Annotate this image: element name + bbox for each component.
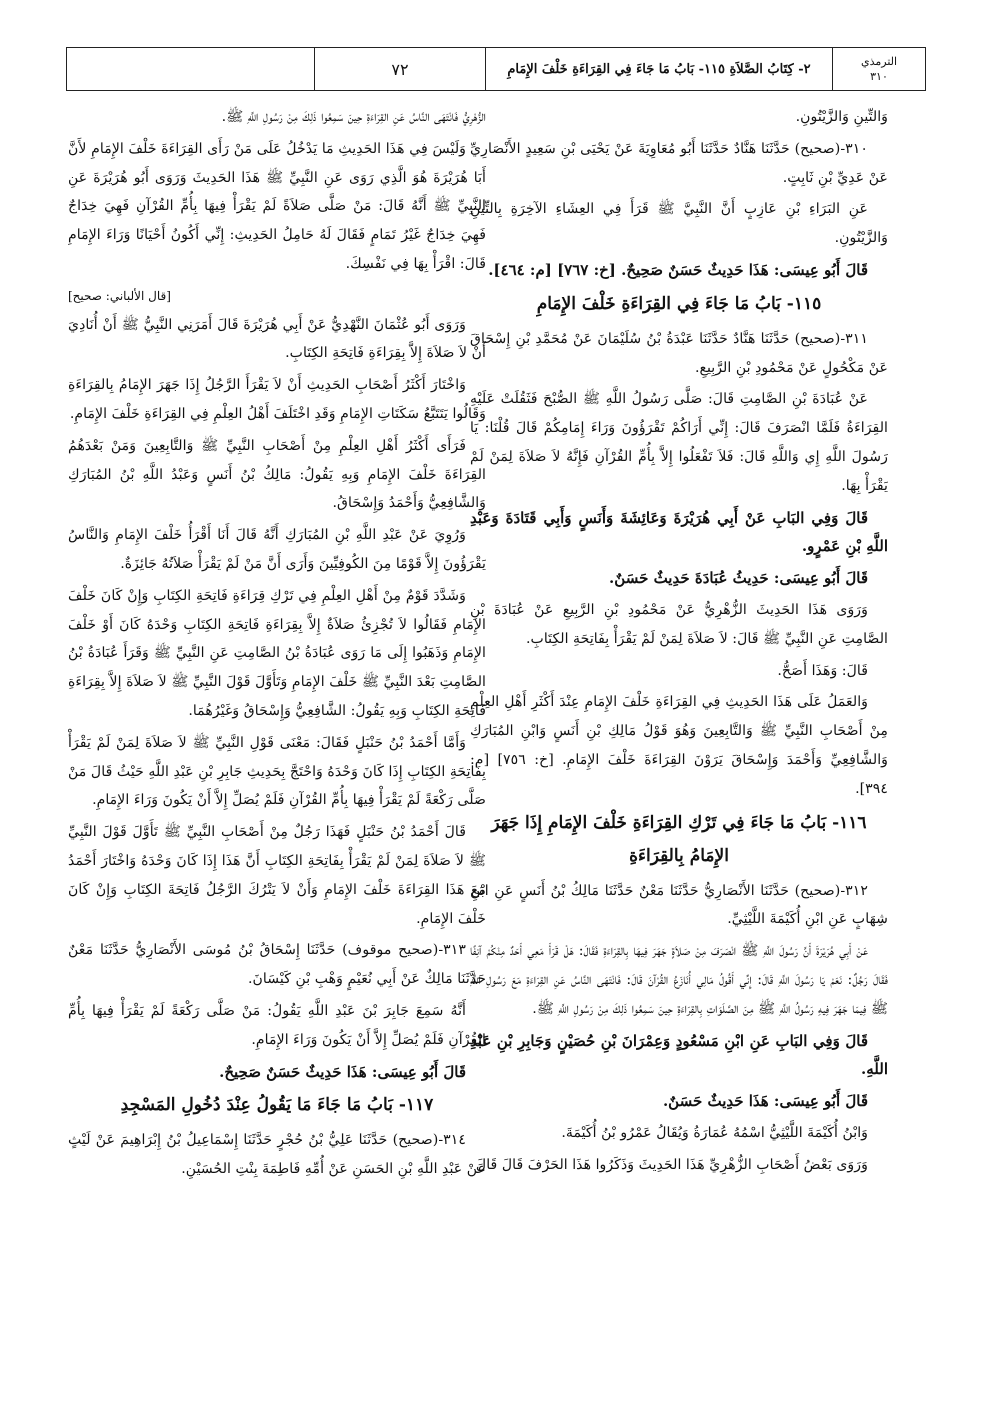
- hadith-310-matn: عَنِ البَرَاءِ بْنِ عَازِبٍ أَنَّ النَّبِيَّ ﷺ قَرَأَ فِي العِشَاءِ الآخِرَةِ بِالتِّينِ وَالزَّيْتُونِ.: [470, 201, 888, 247]
- paragraph: وَلَيْسَ فِي هَذَا الحَدِيثِ مَا يَدْخُلُ عَلَى مَنْ رَأَى القِرَاءَةَ خَلْفَ الإِمَامِ لأَنَّ أَبَا هُرَيْرَةَ هُوَ الَّذِي رَوَى عَنِ النَّبِيِّ ﷺ هَذَا الحَدِيثَ وَرَوَى أَبُو هُرَيْرَةَ عَنِ النَّبِيِّ ﷺ أَنَّهُ قَالَ: مَنْ صَلَّى صَلاَةً لَمْ يَقْرَأْ فِيهَا بِأُمِّ القُرْآنِ فَهِيَ خِدَاجٌ فَهِيَ خِدَاجٌ غَيْرُ تَمَامٍ فَقَالَ لَهُ حَامِلُ الحَدِيثِ: إِنِّي أَكُونُ أَحْيَانًا وَرَاءَ الإِمَامِ قَالَ: اقْرَأْ بِهَا فِي نَفْسِكَ.: [68, 140, 486, 272]
- hadith-312-matn: عَنْ أَبِي هُرَيْرَةَ أَنَّ رَسُولَ اللَّهِ ﷺ انْصَرَفَ مِنْ صَلاَةٍ جَهَرَ فِيهَا بِالقِرَاءَةِ فَقَالَ: هَلْ قَرَأَ مَعِي أَحَدٌ مِنْكُمْ آنِفًا فَقَالَ رَجُلٌ: نَعَمْ يَا رَسُولَ اللَّهِ قَالَ: إِنِّي أَقُولُ مَالِي أُنَازَعُ القُرْآنَ قَالَ: فَانْتَهَى النَّاسُ عَنِ القِرَاءَةِ مَعَ رَسُولِ اللَّهِ ﷺ فِيمَا جَهَرَ فِيهِ رَسُولُ اللَّهِ ﷺ مِنَ الصَّلَوَاتِ بِالقِرَاءَةِ حِينَ سَمِعُوا ذَلِكَ مِنْ رَسُولِ اللَّهِ ﷺ.: [470, 943, 888, 1017]
- paragraph: وَرَوَى أَبُو عُثْمَانَ النَّهْدِيُّ عَنْ أَبِي هُرَيْرَةَ قَالَ أَمَرَنِي النَّبِيُّ ﷺ أَنْ أُنَادِيَ أَنْ لاَ صَلاَةَ إِلاَّ بِقِرَاءَةِ فَاتِحَةِ الكِتَابِ.: [68, 316, 486, 362]
- hadith-313-matn: أَنَّهُ سَمِعَ جَابِرَ بْنَ عَبْدِ اللَّهِ يَقُولُ: مَنْ صَلَّى رَكْعَةً لَمْ يَقْرَأْ فِيهَا بِأُمِّ القُرْآنِ فَلَمْ يُصَلِّ إِلاَّ أَنْ يَكُونَ وَرَاءَ الإِمَامِ.: [68, 1002, 486, 1048]
- volume-label: الترمذي: [860, 55, 898, 68]
- hadith-310-isnad: ٣١٠-(صحيح) حَدَّثَنَا هَنَّادٌ حَدَّثَنَا أَبُو مُعَاوِيَةَ عَنْ يَحْيَى بْنِ سَعِيدٍ الأَنْصَارِيِّ عَنْ عَدِيِّ بْنِ ثَابِتٍ.: [470, 140, 888, 186]
- volume-cell: [832, 48, 925, 90]
- paragraph: وَأَمَّا أَحْمَدُ بْنُ حَنْبَلٍ فَقَالَ: مَعْنَى قَوْلِ النَّبِيِّ ﷺ لاَ صَلاَةَ لِمَنْ لَمْ يَقْرَأْ بِفَاتِحَةِ الكِتَابِ إِذَا كَانَ وَحْدَهُ وَاحْتَجَّ بِحَدِيثِ جَابِرِ بْنِ عَبْدِ اللَّهِ حَيْثُ قَالَ مَنْ صَلَّى رَكْعَةً لَمْ يَقْرَأْ فِيهَا بِأُمِّ القُرْآنِ فَلَمْ يُصَلِّ إِلاَّ أَنْ يَكُونَ وَرَاءَ الإِمَامِ.: [68, 734, 486, 809]
- hadith-313-isnad: ٣١٣-(صحيح موقوف) حَدَّثَنَا إِسْحَاقُ بْنُ مُوسَى الأَنْصَارِيُّ حَدَّثَنَا مَعْنٌ حَدَّثَنَا مَالِكٌ عَنْ أَبِي نُعَيْمٍ وَهْبِ بْنِ كَيْسَانَ.: [68, 942, 486, 988]
- hadith-311-matn: عَنْ عُبَادَةَ بْنِ الصَّامِتِ قَالَ: صَلَّى رَسُولُ اللَّهِ ﷺ الصُّبْحَ فَثَقُلَتْ عَلَيْهِ القِرَاءَةُ فَلَمَّا انْصَرَفَ قَالَ: إِنِّي أَرَاكُمْ تَقْرَؤُونَ وَرَاءَ إِمَامِكُمْ قَالَ قُلْنَا: يَا رَسُولَ اللَّهِ إِي وَاللَّهِ قَالَ: فَلاَ تَفْعَلُوا إِلاَّ بِأُمِّ القُرْآنِ فَإِنَّهُ لاَ صَلاَةَ لِمَنْ لَمْ يَقْرَأْ بِهَا.: [470, 391, 888, 494]
- chapter-title: ٢- كِتَابُ الصَّلاَةِ ١١٥- بَابُ مَا جَاءَ فِي القِرَاءَةِ خَلْفَ الإِمَامِ: [485, 48, 832, 90]
- page-number: ٧٢: [314, 48, 485, 90]
- paragraph: وَاخْتَارَ أَكْثَرُ أَصْحَابِ الحَدِيثِ أَنْ لاَ يَقْرَأَ الرَّجُلُ إِذَا جَهَرَ الإِمَامُ بِالقِرَاءَةِ وَقَالُوا يَتَتَبَّعُ سَكَتَاتِ الإِمَامِ وَقَدِ اخْتَلَفَ أَهْلُ العِلْمِ فِي القِرَاءَةِ خَلْفَ الإِمَامِ.: [68, 377, 486, 422]
- paragraph: وَالعَمَلُ عَلَى هَذَا الحَدِيثِ فِي القِرَاءَةِ خَلْفَ الإِمَامِ عِنْدَ أَكْثَرِ أَهْلِ العِلْمِ مِنْ أَصْحَابِ النَّبِيِّ ﷺ وَالتَّابِعِينَ وَهُوَ قَوْلُ مَالِكِ بْنِ أَنَسٍ وَابْنِ المُبَارَكِ وَالشَّافِعِيِّ وَأَحْمَدَ وَإِسْحَاقَ يَرَوْنَ القِرَاءَةَ خَلْفَ الإِمَامِ. [خ: ٧٥٦] [م: ٣٩٤].: [470, 694, 888, 797]
- right-column: [470, 103, 888, 1383]
- grading-note: قَالَ أَبُو عِيسَى: هَذَا حَدِيثٌ حَسَنٌ صَحِيحٌ. [خ: ٧٦٧] [م: ٤٦٤].: [488, 260, 868, 279]
- grading-note: قَالَ أَبُو عِيسَى: حَدِيثُ عُبَادَةَ حَدِيثٌ حَسَنٌ.: [609, 569, 868, 588]
- fil-bab-note: قَالَ وَفِي البَابِ عَنِ ابْنِ مَسْعُودٍ وَعِمْرَانَ بْنِ حُصَيْنٍ وَجَابِرِ بْنِ عَبْدِ اللَّهِ.: [470, 1031, 888, 1079]
- page-header: [66, 47, 926, 91]
- paragraph: وَرَوَى هَذَا الحَدِيثَ الزُّهْرِيُّ عَنْ مَحْمُودِ بْنِ الرَّبِيعِ عَنْ عُبَادَةَ بْنِ الصَّامِتِ عَنِ النَّبِيِّ ﷺ قَالَ: لاَ صَلاَةَ لِمَنْ لَمْ يَقْرَأْ بِفَاتِحَةِ الكِتَابِ.: [470, 601, 888, 647]
- hadith-314-isnad: ٣١٤-(صحيح) حَدَّثَنَا عَلِيُّ بْنُ حُجْرٍ حَدَّثَنَا إِسْمَاعِيلُ بْنُ إِبْرَاهِيمَ عَنْ لَيْثٍ عَنْ عَبْدِ اللَّهِ بْنِ الحَسَنِ عَنْ أُمِّهِ فَاطِمَةَ بِنْتِ الحُسَيْنِ.: [68, 1132, 486, 1178]
- paragraph: فَرَأَى أَكْثَرُ أَهْلِ العِلْمِ مِنْ أَصْحَابِ النَّبِيِّ ﷺ وَالتَّابِعِينَ وَمَنْ بَعْدَهُمُ القِرَاءَةَ خَلْفَ الإِمَامِ وَبِهِ يَقُولُ: مَالِكُ بْنُ أَنَسٍ وَعَبْدُ اللَّهِ بْنُ المُبَارَكِ وَالشَّافِعِيُّ وَأَحْمَدُ وَإِسْحَاقُ.: [68, 437, 486, 512]
- hadith-312-isnad: ٣١٢-(صحيح) حَدَّثَنَا الأَنْصَارِيُّ حَدَّثَنَا مَعْنٌ حَدَّثَنَا مَالِكُ بْنُ أَنَسٍ عَنِ ابْنِ شِهَابٍ عَنِ ابْنِ أُكَيْمَةَ اللَّيْثِيِّ.: [470, 882, 888, 928]
- albani-note: [قال الألباني: صحيح]: [68, 288, 171, 303]
- paragraph: الزُّهْرِيُّ فَانْتَهَى النَّاسُ عَنِ القِرَاءَةِ حِينَ سَمِعُوا ذَلِكَ مِنْ رَسُولِ اللَّهِ ﷺ.: [221, 109, 486, 125]
- grading-note: قَالَ أَبُو عِيسَى: هَذَا حَدِيثٌ حَسَنٌ.: [662, 1092, 868, 1111]
- grading-note: قَالَ أَبُو عِيسَى: هَذَا حَدِيثٌ حَسَنٌ صَحِيحٌ.: [219, 1062, 466, 1081]
- fil-bab-note: قَالَ وَفِي البَابِ عَنْ أَبِي هُرَيْرَةَ وَعَائِشَةَ وَأَنَسٍ وَأَبِي قَتَادَةَ وَعَبْدِ اللَّهِ بْنِ عَمْرٍو.: [470, 508, 888, 556]
- paragraph: وَشَدَّدَ قَوْمٌ مِنْ أَهْلِ العِلْمِ فِي تَرْكِ قِرَاءَةِ فَاتِحَةِ الكِتَابِ وَإِنْ كَانَ خَلْفَ الإِمَامِ فَقَالُوا لاَ تُجْزِئُ صَلاَةٌ إِلاَّ بِقِرَاءَةِ فَاتِحَةِ الكِتَابِ وَحْدَهُ كَانَ أَوْ خَلْفَ الإِمَامِ وَذَهَبُوا إِلَى مَا رَوَى عُبَادَةُ بْنُ الصَّامِتِ عَنِ النَّبِيِّ ﷺ وَقَرَأَ عُبَادَةُ بْنُ الصَّامِتِ بَعْدَ النَّبِيِّ ﷺ خَلْفَ الإِمَامِ وَتَأَوَّلَ قَوْلَ النَّبِيِّ ﷺ لاَ صَلاَةَ إِلاَّ بِقِرَاءَةِ فَاتِحَةِ الكِتَابِ وَبِهِ يَقُولُ: الشَّافِعِيُّ وَإِسْحَاقُ وَغَيْرُهُمَا.: [68, 587, 486, 719]
- paragraph: قَالَ: وَهَذَا أَصَحُّ.: [777, 662, 868, 679]
- hadith-311-isnad: ٣١١-(صحيح) حَدَّثَنَا هَنَّادٌ حَدَّثَنَا عَبْدَةُ بْنُ سُلَيْمَانَ عَنْ مُحَمَّدِ بْنِ إِسْحَاقَ عَنْ مَكْحُولٍ عَنْ مَحْمُودِ بْنِ الرَّبِيعِ.: [470, 330, 888, 376]
- chapter-heading-117: ١١٧- بَابُ مَا جَاءَ مَا يَقُولُ عِنْدَ دُخُولِ المَسْجِدِ: [120, 1095, 434, 1116]
- chapter-heading-116: ١١٦- بَابُ مَا جَاءَ فِي تَرْكِ القِرَاءَةِ خَلْفَ الإِمَامِ إِذَا جَهَرَ الإِمَامُ بِالقِرَاءَةِ: [491, 812, 867, 866]
- paragraph: وَرَوَى بَعْضُ أَصْحَابِ الزُّهْرِيِّ هَذَا الحَدِيثَ وَذَكَرُوا هَذَا الحَرْفَ قَالَ قَالَ: [475, 1156, 868, 1173]
- chapter-heading-115: ١١٥- بَابُ مَا جَاءَ فِي القِرَاءَةِ خَلْفَ الإِمَامِ: [536, 293, 822, 314]
- paragraph: وَابْنُ أُكَيْمَةَ اللَّيْثِيُّ اسْمُهُ عُمَارَةُ وَيُقَالُ عَمْرُو بْنُ أُكَيْمَةَ.: [561, 1124, 868, 1141]
- paragraph: قَالَ أَحْمَدُ بْنُ حَنْبَلٍ فَهَذَا رَجُلٌ مِنْ أَصْحَابِ النَّبِيِّ ﷺ تَأَوَّلَ قَوْلَ النَّبِيِّ ﷺ لاَ صَلاَةَ لِمَنْ لَمْ يَقْرَأْ بِفَاتِحَةِ الكِتَابِ أَنَّ هَذَا إِذَا كَانَ وَحْدَهُ وَاخْتَارَ أَحْمَدُ مَعَ هَذَا القِرَاءَةَ خَلْفَ الإِمَامِ وَأَنْ لاَ يَتْرُكَ الرَّجُلُ فَاتِحَةَ الكِتَابِ وَإِنْ كَانَ خَلْفَ الإِمَامِ.: [68, 824, 486, 927]
- volume-number: ٣١٠: [870, 70, 888, 83]
- header-empty-cell: [67, 48, 314, 90]
- left-column: [68, 103, 486, 1383]
- paragraph: وَرُوِيَ عَنْ عَبْدِ اللَّهِ بْنِ المُبَارَكِ أَنَّهُ قَالَ أَنَا أَقْرَأُ خَلْفَ الإِمَامِ وَالنَّاسُ يَقْرَؤُونَ إِلاَّ قَوْمًا مِنَ الكُوفِيِّينَ وَأَرَى أَنَّ مَنْ لَمْ يَقْرَأْ صَلاَتُهُ جَائِزَةٌ.: [68, 527, 486, 572]
- paragraph: وَالتِّينِ وَالزَّيْتُونِ.: [795, 109, 888, 125]
